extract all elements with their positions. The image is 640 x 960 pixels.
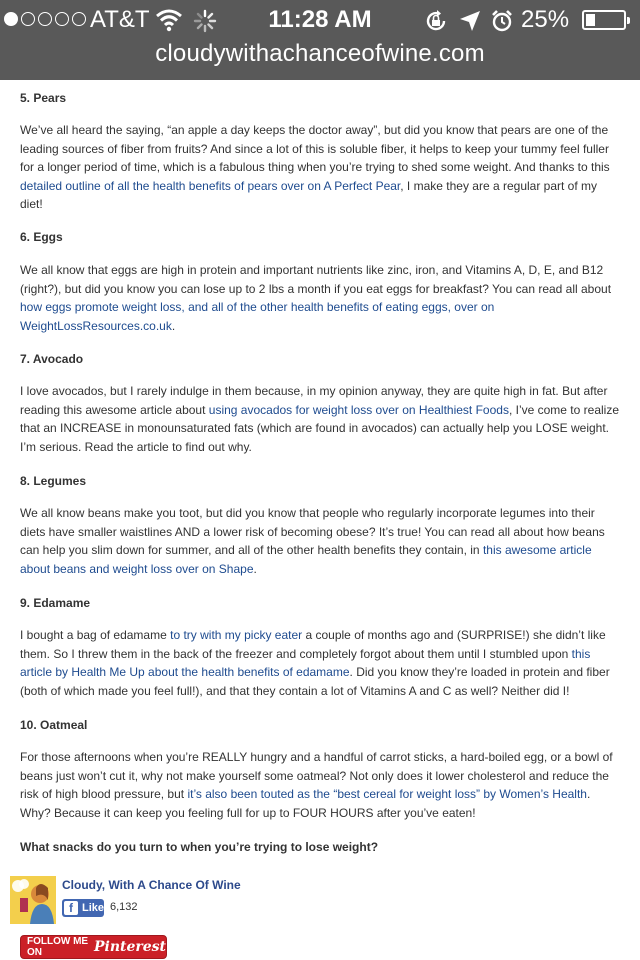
edamame-article-link[interactable]: this article by Health Me Up about the health benefits of edamame [20,646,591,680]
like-label: Like [81,902,104,914]
facebook-icon: f [64,901,78,915]
battery-percent: 25% [521,6,570,33]
follow-label: FOLLOW ME ON [27,936,89,958]
picky-eater-link[interactable]: to try with my picky eater [170,628,303,642]
closing-question: What snacks do you turn to when you’re trying to lose weight? [20,840,379,854]
pinterest-logo: Pinterest [93,939,166,955]
facebook-page-name[interactable]: Cloudy, With A Chance Of Wine [62,878,241,892]
battery-icon [582,10,626,30]
section-paragraph: We’ve all heard the saying, “an apple a day keeps the doctor away”, but did you know that pears are one of the leading sources of fiber from fruits? And since a lot of this is soluble fiber, it helps to keep your tummy feel fuller for a longer period of time, which is a fabulous thing when you’re trying to shed some weight. And thanks to this detailed outline of all the health benefits of pears over on A Perfect Pear, I make they are a regular part of my diet! [20,123,610,212]
alarm-clock-icon [490,9,514,33]
facebook-like-box [10,876,270,926]
rotation-lock-icon [424,9,448,33]
location-arrow-icon [458,9,482,33]
section-heading: 10. Oatmeal [20,718,88,732]
url-bar[interactable]: cloudywithachanceofwine.com [155,40,485,67]
section-heading: 5. Pears [20,91,67,105]
section-paragraph: I bought a bag of edamame to try with my picky eater a couple of months ago and (SURPRISE!) she didn’t like them. So I threw them in the back of the freezer and completely forgot about them until I stumbled upon this article by Health Me Up about the health benefits of edamame. Did you know they’re loaded in protein and fiber (both of which made you feel full!), and that they contain a lot of Vitamins A and C as well? Neither did I! [20,628,610,698]
like-count: 6,132 [110,901,138,913]
carrier-name: AT&T [90,6,150,33]
section-heading: 7. Avocado [20,352,84,366]
oatmeal-article-link[interactable]: it’s also been touted as the “best cereal for weight loss” by Women’s Health [187,787,587,802]
legumes-article-link[interactable]: this awesome article about beans and weight loss over on Shape [20,543,592,576]
facebook-like-button[interactable] [62,899,104,917]
status-bar [0,0,640,40]
browser-chrome [0,0,640,80]
section-paragraph: For those afternoons when you’re REALLY hungry and a handful of carrot sticks, a hard-boiled egg, or a bowl of beans just won’t cut it, why not make yourself some oatmeal? Not only does it lower cholesterol and reduce the risk of high blood pressure, but it’s also been touted as the “best cereal for weight loss” by Women’s Health. Why? Because it can keep you feeling full for up to FOUR HOURS after you’ve eaten! [20,750,613,820]
pinterest-follow-button[interactable] [20,935,167,959]
eggs-article-link[interactable]: how eggs promote weight loss, and all of the other health benefits of eating eggs, over on WeightLossResources.co.uk [20,300,495,333]
section-heading: 6. Eggs [20,230,63,244]
section-paragraph: We all know that eggs are high in protein and important nutrients like zinc, iron, and Vitamins A, D, E, and B12 (right?), but did you know you can lose up to 2 lbs a month if you eat eggs for breakfast? You can read all about how eggs promote weight loss, and all of the other health benefits of eating eggs, over on WeightLossResources.co.uk. [20,263,612,333]
section-paragraph: We all know beans make you toot, but did you know that people who regularly incorporate legumes into their diets have smaller waistlines AND a lower risk of becoming obese? It’s true! You can read all about how beans can help you slim down for summer, and all of the other health benefits they contain, in this awesome article about beans and weight loss over on Shape. [20,506,605,576]
section-heading: 9. Edamame [20,596,91,610]
page-avatar[interactable] [10,876,56,924]
section-paragraph: I love avocados, but I rarely indulge in them because, in my opinion anyway, they are quite high in fat. But after reading this awesome article about using avocados for weight loss over on Healthiest Foods, I’ve come to realize that an INCREASE in monounsaturated fats (which are found in avocados) can actually help you LOSE weight. I’m serious. Read the article to find out why. [20,384,619,454]
avocado-article-link[interactable]: using avocados for weight loss over on Healthiest Foods [208,402,509,417]
clock: 11:28 AM [268,6,372,33]
pears-article-link[interactable]: detailed outline of all the health benefits of pears over on A Perfect Pear [20,178,401,193]
section-heading: 8. Legumes [20,474,87,488]
